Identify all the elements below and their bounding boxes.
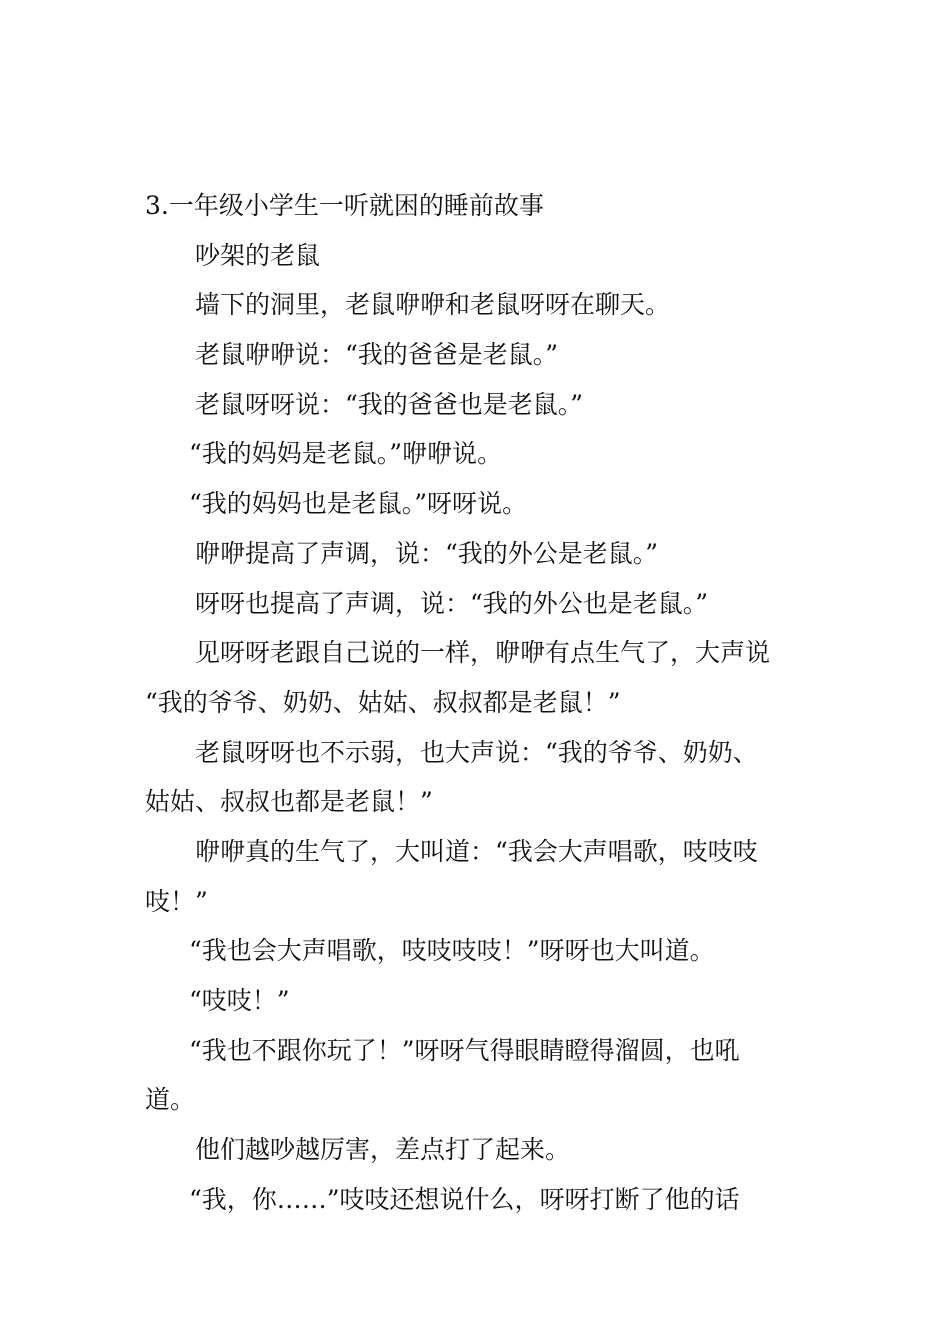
paragraph-line: “我的妈妈是老鼠。”咿咿说。 xyxy=(189,439,503,469)
paragraph-line: 咿咿提高了声调，说：“我的外公是老鼠。” xyxy=(195,538,659,568)
paragraph-line: 呀呀也提高了声调，说：“我的外公也是老鼠。” xyxy=(195,588,709,618)
paragraph-line: 老鼠呀呀也不示弱，也大声说：“我的爷爷、奶奶、 xyxy=(195,737,758,767)
paragraph-line: “我也会大声唱歌，吱吱吱吱！”呀呀也大叫道。 xyxy=(189,936,715,966)
paragraph-line: 吱！” xyxy=(145,886,208,916)
paragraph-line: 墙下的洞里，老鼠咿咿和老鼠呀呀在聊天。 xyxy=(195,290,671,320)
paragraph-line: 见呀呀老跟自己说的一样，咿咿有点生气了，大声说 xyxy=(195,638,771,668)
paragraph-line: “我的爷爷、奶奶、姑姑、叔叔都是老鼠！” xyxy=(145,687,621,717)
paragraph-line: “我，你……”吱吱还想说什么，呀呀打断了他的话 xyxy=(189,1184,740,1214)
paragraph-line: 道。 xyxy=(145,1085,196,1115)
paragraph-line: 老鼠呀呀说：“我的爸爸也是老鼠。” xyxy=(195,389,584,419)
section-heading: 3.一年级小学生一听就困的睡前故事 xyxy=(145,191,544,220)
paragraph-line: 姑姑、叔叔也都是老鼠！” xyxy=(145,787,433,817)
paragraph-line: “我也不跟你玩了！”呀呀气得眼睛瞪得溜圆，也吼 xyxy=(189,1035,740,1065)
paragraph-line: 老鼠咿咿说：“我的爸爸是老鼠。” xyxy=(195,340,559,370)
document-body xyxy=(145,181,807,1224)
paragraph-line: 咿咿真的生气了，大叫道：“我会大声唱歌，吱吱吱 xyxy=(195,836,758,866)
paragraph-line: 他们越吵越厉害，差点打了起来。 xyxy=(195,1135,571,1165)
paragraph-line: “我的妈妈也是老鼠。”呀呀说。 xyxy=(189,489,528,519)
paragraph-line: “吱吱！” xyxy=(189,986,290,1015)
story-title: 吵架的老鼠 xyxy=(195,240,321,270)
